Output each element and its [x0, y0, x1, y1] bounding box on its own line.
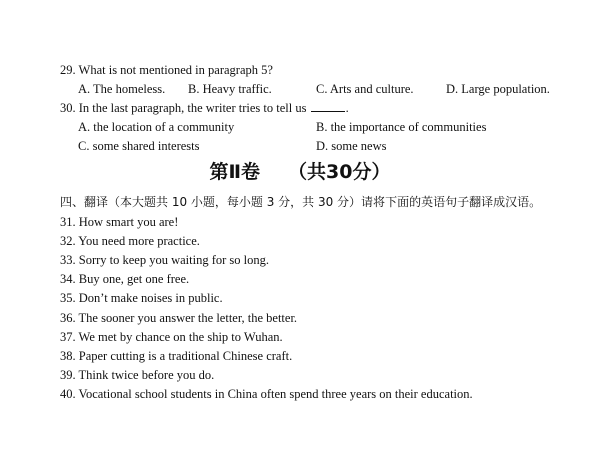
answer-blank: [311, 100, 345, 112]
question-29-option-c: C. Arts and culture.: [316, 82, 414, 96]
section-heading: [0, 160, 600, 184]
section-title: 第Ⅱ卷: [209, 161, 261, 183]
question-30-option-d: D. some news: [316, 139, 387, 153]
question-30-stem-text: 30. In the last paragraph, the writer tries to tell us: [60, 101, 307, 115]
translation-item-40: 40. Vocational school students in China often spend three years on their education.: [60, 387, 473, 401]
translation-item-34: 34. Buy one, get one free.: [60, 272, 190, 286]
translation-item-36: 36. The sooner you answer the letter, the better.: [60, 311, 298, 325]
question-29-option-a: A. The homeless.: [78, 82, 166, 96]
question-29-stem: 29. What is not mentioned in paragraph 5?: [60, 63, 273, 77]
translation-item-31: 31. How smart you are!: [60, 215, 179, 229]
question-29-option-d: D. Large population.: [446, 82, 550, 96]
question-30-stem-end: .: [345, 101, 349, 115]
question-30-option-a: A. the location of a community: [78, 120, 235, 134]
translation-item-39: 39. Think twice before you do.: [60, 368, 215, 382]
question-30-option-b: B. the importance of communities: [316, 120, 487, 134]
translation-item-37: 37. We met by chance on the ship to Wuhan.: [60, 330, 283, 344]
question-30-stem: [60, 100, 349, 116]
question-30-option-c: C. some shared interests: [78, 139, 200, 153]
translation-item-32: 32. You need more practice.: [60, 234, 200, 248]
section-score: （共30分）: [288, 161, 391, 183]
translation-item-35: 35. Don’t make noises in public.: [60, 291, 223, 305]
translation-item-33: 33. Sorry to keep you waiting for so long.: [60, 253, 270, 267]
question-29-option-b: B. Heavy traffic.: [188, 82, 272, 96]
translation-item-38: 38. Paper cutting is a traditional Chinese craft.: [60, 349, 293, 363]
translation-instruction: 四、翻译（本大题共 10 小题，每小题 3 分，共 30 分）请将下面的英语句子翻译成汉语。: [60, 195, 542, 209]
